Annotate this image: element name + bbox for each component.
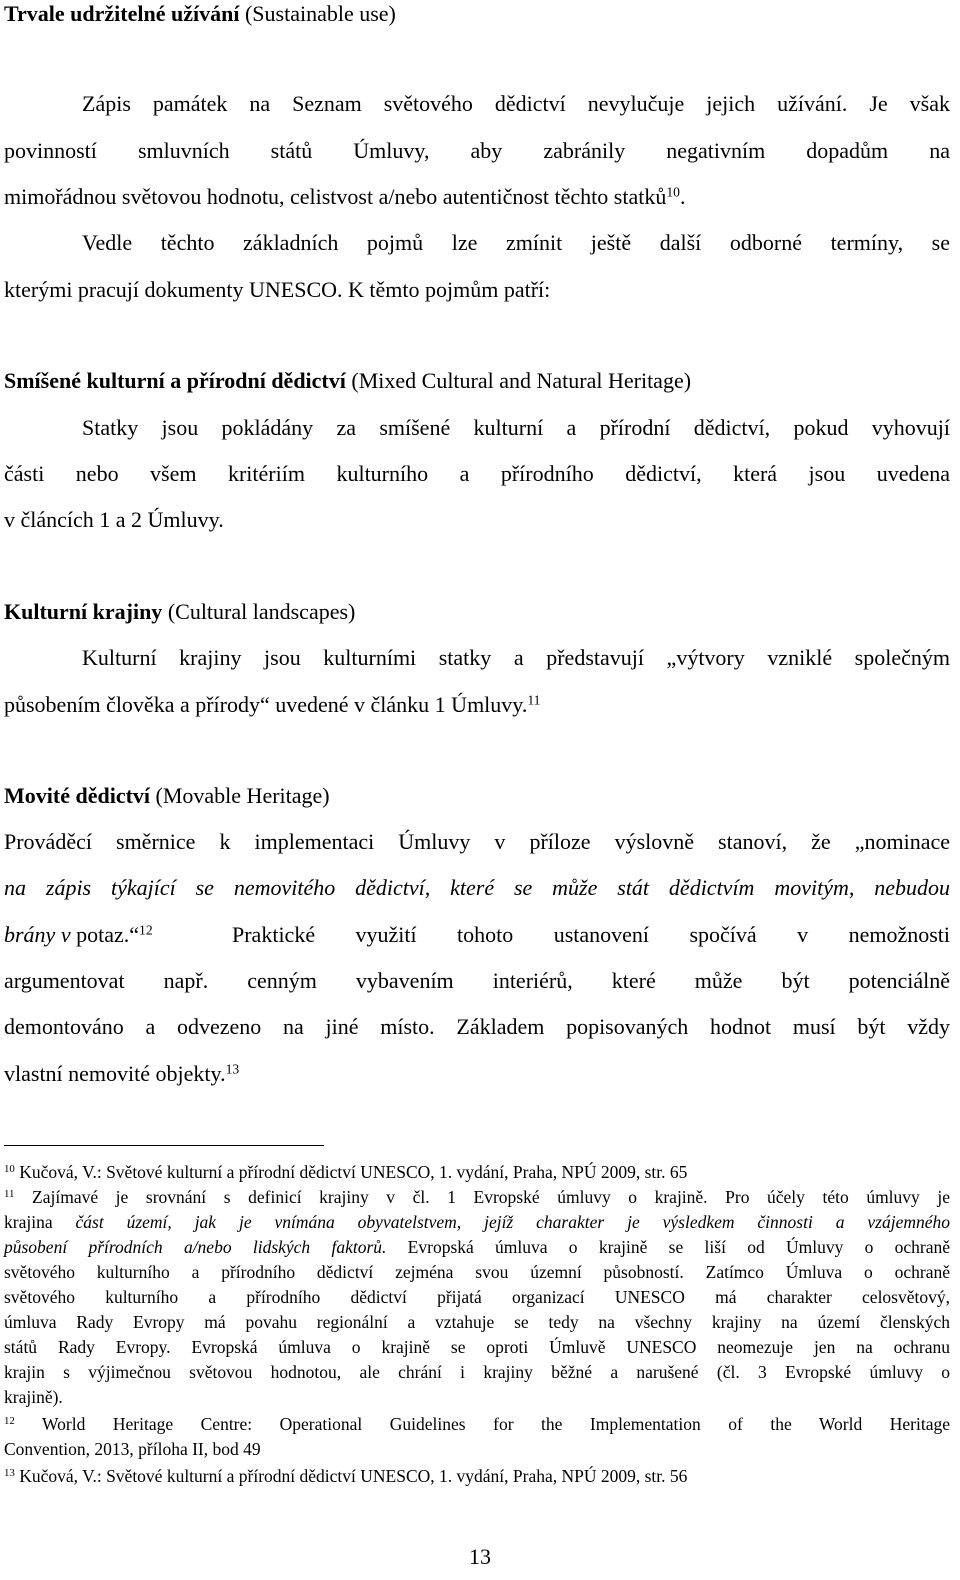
paragraph-line: demontováno a odvezeno na jiné místo. Základem popisovaných hodnot musí být vždy [4, 1014, 950, 1039]
paragraph-line: Zápis památek na Seznam světového dědictví nevylučuje jejich užívání. Je však [82, 91, 950, 116]
footnote-line: států Rady Evropy. Evropská úmluva o krajině se oproti Úmluvě UNESCO neomezuje jen na ochranu [4, 1337, 950, 1357]
footnote-12: $^{12}$ World Heritage Centre: Operational Guidelines for the Implementation of the World Heritage [4, 1414, 950, 1434]
footnote-line: světového kulturního a přírodního dědictví zejména svou územní působností. Zatímco Úmluva o ochraně [4, 1262, 950, 1282]
paragraph-line: na zápis týkající se nemovitého dědictví, které se může stát dědictvím movitým, nebudou [4, 875, 950, 900]
paragraph-line: Kulturní krajiny jsou kulturními statky a představují „výtvory vzniklé společným [82, 645, 950, 670]
footnote-line: úmluva Rady Evropy má povahu regionální a vztahuje se tedy na všechny krajiny na území členských [4, 1312, 950, 1332]
footnote-line: světového kulturního a přírodního dědictví přijatá organizací UNESCO má charakter celosvětový, [4, 1287, 950, 1307]
paragraph-line: Vedle těchto základních pojmů lze zmínit ještě další odborné termíny, se [82, 230, 950, 255]
paragraph-line: Statky jsou pokládány za smíšené kulturní a přírodní dědictví, pokud vyhovují [82, 415, 950, 440]
paragraph-line: Prováděcí směrnice k implementaci Úmluvy v příloze výslovně stanoví, že „nominace [4, 829, 950, 854]
paragraph-line: působením člověka a přírody“ uvedené v článku 1 Úmluvy.$^{11}$ [4, 692, 541, 717]
section-heading-sustainable: Trvale udržitelné užívání (Sustainable use) [4, 1, 396, 26]
paragraph-line: vlastní nemovité objekty.$^{13}$ [4, 1061, 240, 1086]
footnote-line: krajině). [4, 1387, 63, 1407]
footnote-line: krajin s výjimečnou světovou hodnotou, ale chrání i krajiny běžné a narušené (čl. 3 Evropské úmluvy o [4, 1362, 950, 1382]
paragraph-line: argumentovat např. cenným vybavením interiérů, které může být potenciálně [4, 968, 950, 993]
footnote-ref-13[interactable]: 13 [225, 1061, 240, 1077]
footnote-line: krajina část území, jak je vnímána obyvatelstvem, jejíž charakter je výsledkem činnosti a vzájemného [4, 1212, 950, 1232]
paragraph-line: v článcích 1 a 2 Úmluvy. [4, 507, 224, 532]
footnote-ref-12[interactable]: 12 [139, 922, 153, 938]
footnote-separator [4, 1145, 324, 1146]
paragraph-line: povinností smluvních států Úmluvy, aby zabránily negativním dopadům na [4, 138, 950, 163]
footnote-ref-10[interactable]: 10 [666, 184, 680, 200]
footnote-line: působení přírodních a/nebo lidských faktorů. Evropská úmluva o krajině se liší od Úmluvy o ochraně [4, 1237, 951, 1257]
section-heading-movable: Movité dědictví (Movable Heritage) [4, 783, 330, 808]
paragraph-line: části nebo všem kritériím kulturního a přírodního dědictví, která jsou uvedena [4, 461, 950, 486]
paragraph-line: brány v potaz.“$^{12}$ Praktické využití tohoto ustanovení spočívá v nemožnosti [4, 922, 950, 947]
paragraph-line: kterými pracují dokumenty UNESCO. K těmto pojmům patří: [4, 277, 551, 302]
footnote-ref-11[interactable]: 11 [527, 692, 541, 708]
paragraph-line: mimořádnou světovou hodnotu, celistvost a/nebo autentičnost těchto statků$^{10}$. [4, 184, 686, 209]
footnote-13: $^{13}$ Kučová, V.: Světové kulturní a přírodní dědictví UNESCO, 1. vydání, Praha, NPÚ 2009, str. 56 [4, 1466, 688, 1486]
footnote-line: Convention, 2013, příloha II, bod 49 [4, 1439, 261, 1459]
section-heading-landscapes: Kulturní krajiny (Cultural landscapes) [4, 599, 356, 624]
footnote-11: $^{11}$ Zajímavé je srovnání s definicí krajiny v čl. 1 Evropské úmluvy o krajině. Pro účely této úmluvy je [4, 1187, 950, 1207]
page-number: 13 [469, 1544, 491, 1569]
footnote-10: $^{10}$ Kučová, V.: Světové kulturní a přírodní dědictví UNESCO, 1. vydání, Praha, NPÚ 2009, str. 65 [4, 1162, 688, 1182]
section-heading-mixed: Smíšené kulturní a přírodní dědictví (Mixed Cultural and Natural Heritage) [4, 368, 692, 393]
